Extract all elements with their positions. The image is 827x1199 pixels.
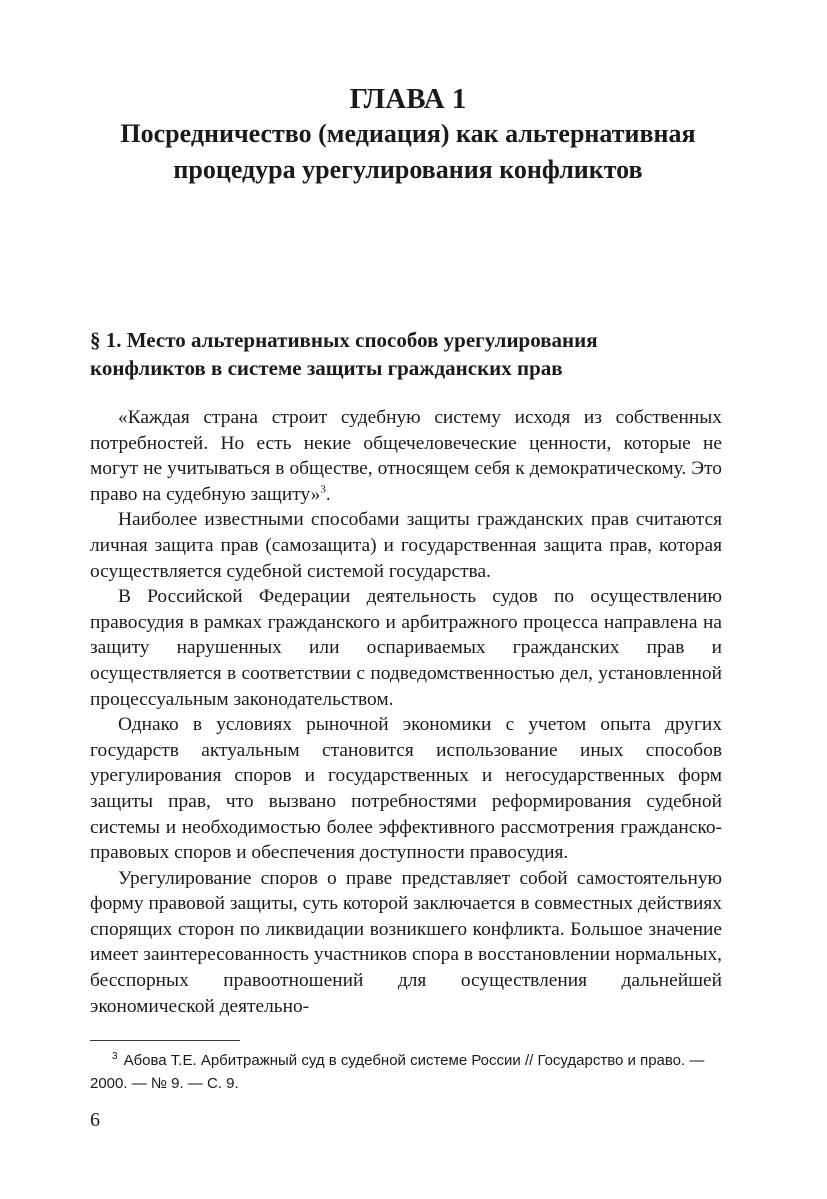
paragraph-4: Однако в условиях рыночной экономики с учетом опыта других государств актуальным становится использование иных способов урегулирования споров и государственных и негосударственных форм защиты прав, что вызвано потребностями реформирования судебной системы и необходимостью более эффективного рассмотрения гражданско-правовых споров и обеспечения доступности правосудия. <box>90 714 722 864</box>
page-number: 6 <box>90 1109 100 1131</box>
paragraph-1-end: . <box>325 483 331 505</box>
paragraph-1-text: «Каждая страна строит судебную систему исходя из собственных потребностей. Но есть некие общечеловеческие ценности, которые не могут не учитываться в обществе, относящем себя к демократическому. Это право на судебную защиту» <box>90 407 722 505</box>
paragraph-5: Урегулирование споров о праве представляет собой самостоятельную форму правовой защиты, суть которой заключается в совместных действиях спорящих сторон по ликвидации возникшего конфликта. Большое значение имеет заинтересованность участников спора в восстановлении нормальных, бесспорных правоотношений для осуществления дальнейшей экономической деятельно- <box>90 867 722 1017</box>
chapter-heading <box>90 82 726 188</box>
footnote-divider <box>90 1040 240 1041</box>
chapter-label: ГЛАВА 1 <box>349 83 467 115</box>
paragraph-3: В Российской Федерации деятельность судов по осуществлению правосудия в рамках гражданского и арбитражного процесса направлена на защиту нарушенных или оспариваемых гражданских прав и осуществляется в соответствии с подведомственностью дел, установленной процессуальным законодательством. <box>90 586 722 710</box>
chapter-title-line1: Посредничество (медиация) как альтернативная <box>120 119 696 148</box>
section-title <box>90 326 730 382</box>
footnote-reference[interactable]: 3 <box>320 483 326 496</box>
footnote <box>90 1049 722 1095</box>
section-title-line2: конфликтов в системе защиты гражданских прав <box>90 356 563 380</box>
footnote-text: Абова Т.Е. Арбитражный суд в судебной системе России // Государство и право. — 2000. — № 9. — С. 9. <box>90 1052 705 1092</box>
body-text <box>90 405 722 1019</box>
footnote-number: 3 <box>112 1051 118 1062</box>
paragraph-1 <box>90 405 722 507</box>
paragraph-2: Наиболее известными способами защиты гражданских прав считаются личная защита прав (самозащита) и государственная защита прав, которая осуществляется судебной системой государства. <box>90 509 722 582</box>
chapter-title-line2: процедура урегулирования конфликтов <box>173 155 643 184</box>
section-title-line1: § 1. Место альтернативных способов урегулирования <box>90 328 598 352</box>
